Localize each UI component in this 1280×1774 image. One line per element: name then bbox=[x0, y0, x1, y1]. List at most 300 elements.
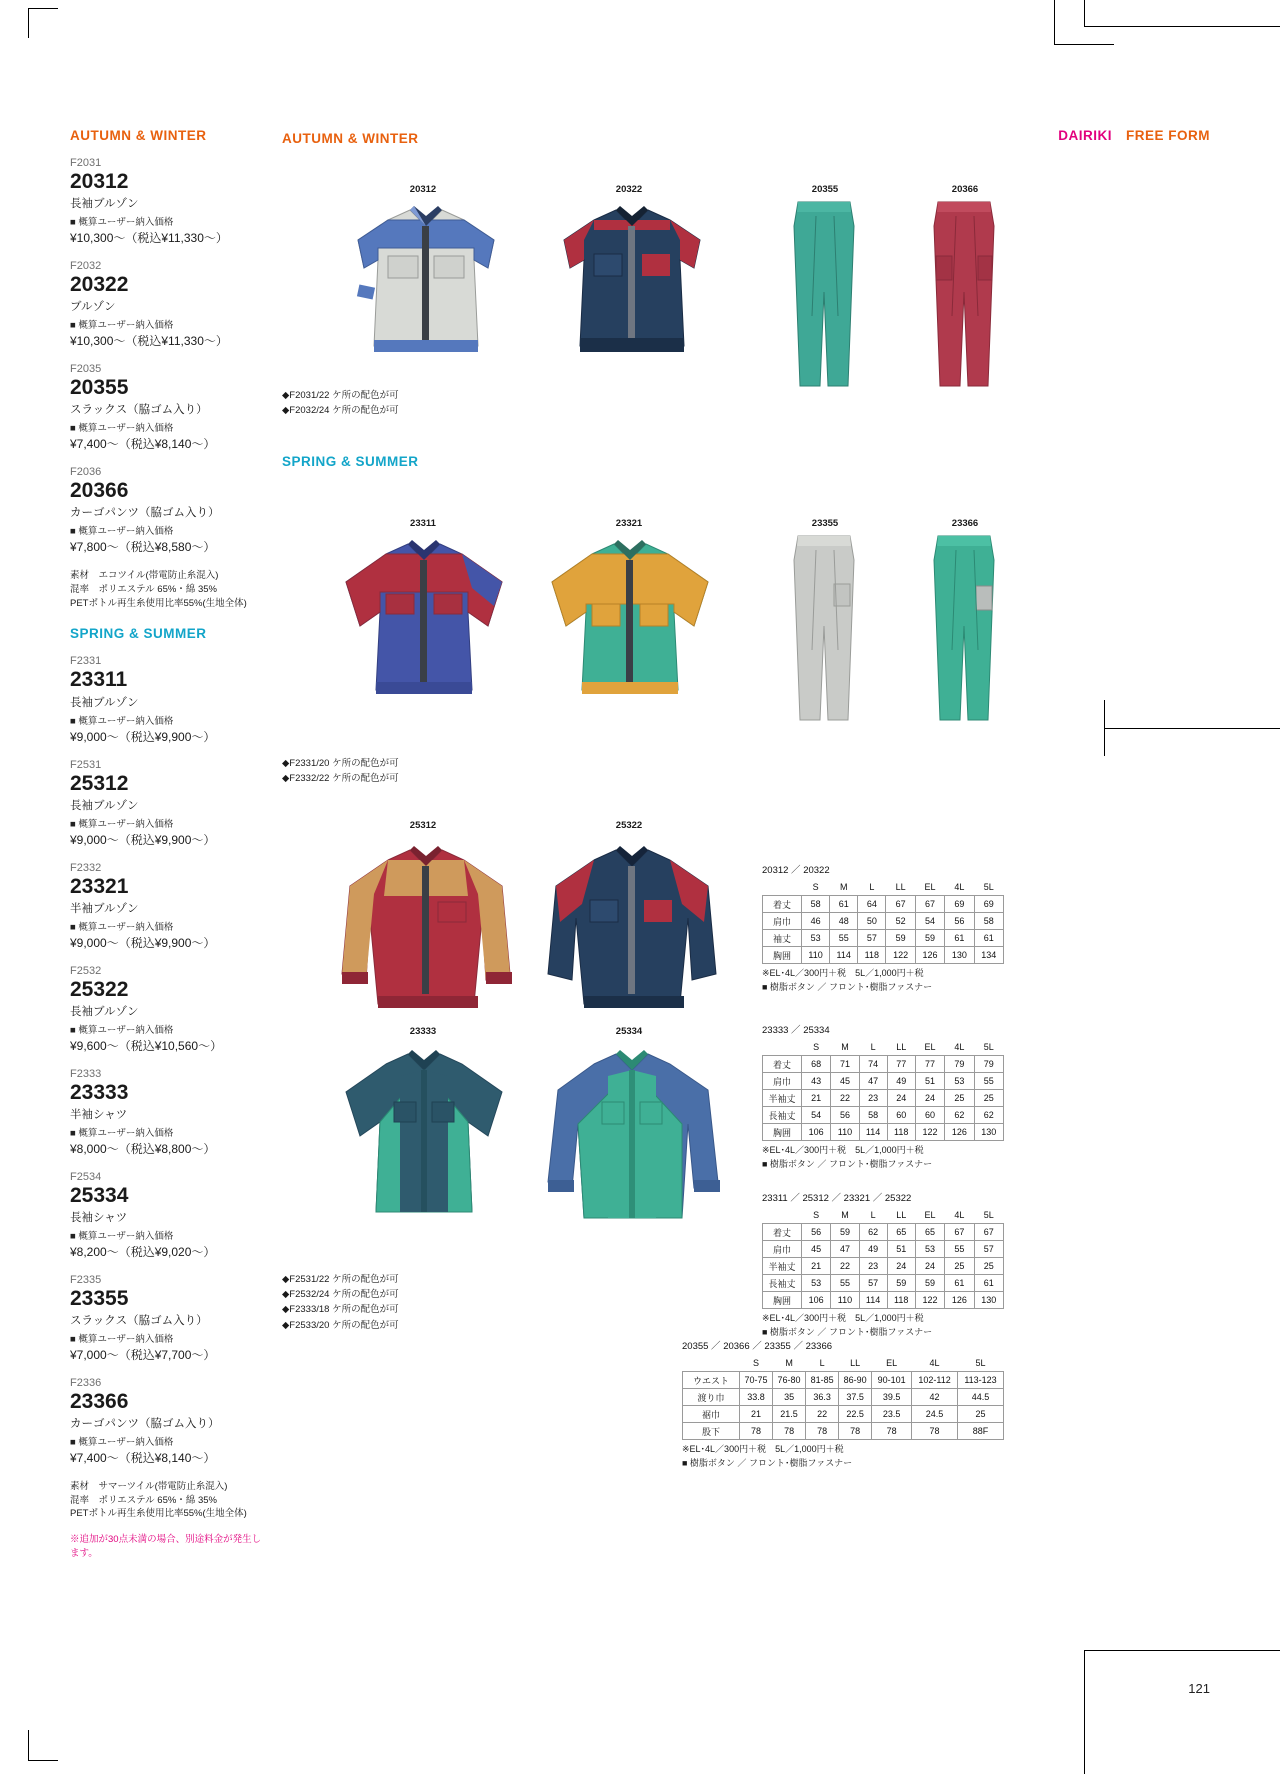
cell: 78 bbox=[740, 1423, 773, 1440]
col-head: S bbox=[740, 1355, 773, 1372]
size-footnotes bbox=[762, 967, 1004, 994]
size-table bbox=[762, 879, 1004, 964]
garment-illustration-23333 bbox=[322, 1040, 532, 1230]
figure-label-23311: 23311 bbox=[410, 518, 436, 529]
row-label: 着丈 bbox=[763, 1056, 802, 1073]
table-header-row bbox=[683, 1355, 1004, 1372]
cell: 60 bbox=[915, 1107, 944, 1124]
table-row bbox=[763, 1241, 1004, 1258]
garment-illustration-23355 bbox=[776, 530, 872, 730]
footnote: ■ 樹脂ボタン ／ フロント･樹脂ファスナー bbox=[682, 1457, 853, 1468]
cell: 71 bbox=[831, 1056, 859, 1073]
table-header-row bbox=[763, 1207, 1004, 1224]
product-code: F2336 bbox=[70, 1376, 102, 1389]
cell: 67 bbox=[974, 1224, 1003, 1241]
product-entry bbox=[70, 1377, 270, 1466]
cell: 69 bbox=[945, 896, 974, 913]
material-line: 混率 ポリエステル 65%・綿 35% bbox=[70, 583, 217, 595]
size-table-block-1 bbox=[762, 862, 1004, 994]
row-label: 胸囲 bbox=[763, 947, 802, 964]
cell: 55 bbox=[974, 1073, 1003, 1090]
product-price: ¥9,000～（税込¥9,900～） bbox=[70, 935, 216, 950]
cell: 57 bbox=[974, 1241, 1003, 1258]
product-number: 23355 bbox=[70, 1286, 129, 1310]
product-name: 長袖ブルゾン bbox=[70, 696, 139, 709]
footnote: ※EL･4L／300円＋税 5L／1,000円＋税 bbox=[762, 968, 924, 978]
table-row bbox=[763, 1090, 1004, 1107]
config-note: ◆F2031/22 ケ所の配色が可 bbox=[282, 390, 399, 401]
col-head: EL bbox=[915, 879, 944, 896]
product-name: 半袖シャツ bbox=[70, 1108, 128, 1121]
cell: 35 bbox=[773, 1389, 806, 1406]
cell: 25 bbox=[958, 1406, 1004, 1423]
price-note: ■ 概算ユーザー納入価格 bbox=[70, 217, 174, 229]
row-label: 肩巾 bbox=[763, 1241, 802, 1258]
brand-subname: FREE FORM bbox=[1126, 128, 1210, 143]
cell: 56 bbox=[802, 1224, 831, 1241]
price-note: ■ 概算ユーザー納入価格 bbox=[70, 423, 174, 435]
product-number: 23321 bbox=[70, 874, 129, 898]
cell: 36.3 bbox=[806, 1389, 839, 1406]
cell: 21.5 bbox=[773, 1406, 806, 1423]
cell: 51 bbox=[915, 1073, 944, 1090]
cell: 22 bbox=[831, 1258, 859, 1275]
cell: 61 bbox=[945, 1275, 974, 1292]
product-name: 長袖ブルゾン bbox=[70, 799, 139, 812]
cell: 79 bbox=[974, 1056, 1003, 1073]
cell: 67 bbox=[886, 896, 915, 913]
config-note: ◆F2331/20 ケ所の配色が可 bbox=[282, 758, 399, 769]
product-number: 23366 bbox=[70, 1389, 129, 1413]
table-row bbox=[763, 1124, 1004, 1141]
product-name: カーゴパンツ（脇ゴム入り） bbox=[70, 507, 220, 520]
row-label: 胸囲 bbox=[763, 1292, 802, 1309]
cell: 23.5 bbox=[872, 1406, 912, 1423]
cell: 55 bbox=[831, 1275, 859, 1292]
cell: 64 bbox=[858, 896, 886, 913]
crop-mark bbox=[1054, 0, 1055, 44]
table-row bbox=[763, 1224, 1004, 1241]
brand-logo bbox=[1058, 128, 1210, 143]
table-row bbox=[763, 1056, 1004, 1073]
cell: 59 bbox=[915, 930, 944, 947]
col-head: S bbox=[802, 1207, 831, 1224]
product-number: 23311 bbox=[70, 668, 128, 692]
cell: 24 bbox=[915, 1090, 944, 1107]
price-note: ■ 概算ユーザー納入価格 bbox=[70, 526, 174, 538]
product-code: F2036 bbox=[70, 466, 102, 479]
size-table-title: 20312 ／ 20322 bbox=[762, 865, 830, 876]
cell: 59 bbox=[915, 1275, 944, 1292]
garment-illustration-25334 bbox=[528, 1040, 738, 1230]
cell: 59 bbox=[887, 1275, 915, 1292]
table-row bbox=[763, 1107, 1004, 1124]
cell: 62 bbox=[859, 1224, 887, 1241]
material-line: PETボトル再生糸使用比率55%(生地全体) bbox=[70, 1508, 247, 1520]
cell: 39.5 bbox=[872, 1389, 912, 1406]
product-entry bbox=[70, 363, 270, 452]
cell: 56 bbox=[945, 913, 974, 930]
garment-illustration-20322 bbox=[534, 196, 730, 376]
product-price: ¥8,000～（税込¥8,800～） bbox=[70, 1141, 216, 1156]
table-row bbox=[763, 896, 1004, 913]
crop-mark bbox=[28, 1760, 58, 1761]
cell: 22 bbox=[806, 1406, 839, 1423]
cell: 43 bbox=[802, 1073, 831, 1090]
product-name: 半袖ブルゾン bbox=[70, 902, 139, 915]
cell: 24 bbox=[887, 1258, 915, 1275]
cell: 61 bbox=[945, 930, 974, 947]
row-label: 股下 bbox=[683, 1423, 740, 1440]
product-price: ¥9,600～（税込¥10,560～） bbox=[70, 1038, 223, 1053]
material-line: PETボトル再生糸使用比率55%(生地全体) bbox=[70, 597, 247, 609]
product-number: 23333 bbox=[70, 1080, 129, 1104]
size-table bbox=[682, 1355, 1004, 1440]
cell: 44.5 bbox=[958, 1389, 1004, 1406]
cell: 79 bbox=[945, 1056, 974, 1073]
cell: 55 bbox=[945, 1241, 974, 1258]
config-note: ◆F2533/20 ケ所の配色が可 bbox=[282, 1319, 399, 1331]
cell: 67 bbox=[945, 1224, 974, 1241]
table-row bbox=[763, 1258, 1004, 1275]
row-label: 胸囲 bbox=[763, 1124, 802, 1141]
cell: 21 bbox=[802, 1258, 831, 1275]
size-table-title: 23333 ／ 25334 bbox=[762, 1025, 830, 1036]
cell: 21 bbox=[740, 1406, 773, 1423]
product-code: F2335 bbox=[70, 1273, 102, 1286]
crop-mark bbox=[28, 8, 29, 38]
cell: 78 bbox=[839, 1423, 872, 1440]
cell: 78 bbox=[872, 1423, 912, 1440]
cell: 61 bbox=[974, 1275, 1003, 1292]
col-head: M bbox=[831, 1207, 859, 1224]
col-head bbox=[763, 1039, 802, 1056]
cell: 25 bbox=[945, 1258, 974, 1275]
figure-label-23355: 23355 bbox=[811, 518, 839, 529]
cell: 86-90 bbox=[839, 1372, 872, 1389]
col-head bbox=[763, 879, 802, 896]
product-code: F2031 bbox=[70, 157, 102, 169]
cell: 114 bbox=[830, 947, 858, 964]
product-code: F2032 bbox=[70, 260, 102, 273]
price-note: ■ 概算ユーザー納入価格 bbox=[70, 1333, 174, 1345]
price-note: ■ 概算ユーザー納入価格 bbox=[70, 921, 174, 933]
product-code: F2331 bbox=[70, 655, 102, 668]
config-note: ◆F2032/24 ケ所の配色が可 bbox=[282, 405, 399, 417]
cell: 61 bbox=[974, 930, 1003, 947]
product-code: F2035 bbox=[70, 363, 102, 376]
cell: 53 bbox=[945, 1073, 974, 1090]
product-code: F2534 bbox=[70, 1170, 102, 1183]
product-name: 長袖ブルゾン bbox=[70, 1005, 139, 1018]
product-entry bbox=[70, 965, 270, 1054]
row-label: 渡り巾 bbox=[683, 1389, 740, 1406]
cell: 122 bbox=[886, 947, 915, 964]
figure-label-25312: 25312 bbox=[409, 820, 437, 831]
figure-label-23333: 23333 bbox=[409, 1026, 437, 1037]
figure-label-20312: 20312 bbox=[409, 184, 437, 195]
cell: 59 bbox=[886, 930, 915, 947]
crop-mark bbox=[1054, 44, 1114, 45]
garment-illustration-23366 bbox=[916, 530, 1012, 730]
product-entry bbox=[70, 1068, 270, 1157]
cell: 110 bbox=[831, 1124, 859, 1141]
col-head: 4L bbox=[945, 1207, 974, 1224]
product-name: 長袖ブルゾン bbox=[70, 198, 139, 211]
cell: 47 bbox=[831, 1241, 859, 1258]
cell: 110 bbox=[831, 1292, 859, 1309]
figure-label-23366: 23366 bbox=[951, 518, 979, 529]
product-name: ブルゾン bbox=[70, 301, 116, 314]
product-price: ¥10,300～（税込¥11,330～） bbox=[70, 334, 228, 349]
cell: 50 bbox=[858, 913, 886, 930]
cell: 22 bbox=[831, 1090, 859, 1107]
cell: 77 bbox=[887, 1056, 915, 1073]
table-row bbox=[763, 930, 1004, 947]
cell: 57 bbox=[859, 1275, 887, 1292]
cell: 53 bbox=[802, 1275, 831, 1292]
table-row bbox=[683, 1406, 1004, 1423]
col-head: LL bbox=[887, 1039, 915, 1056]
cell: 57 bbox=[858, 930, 886, 947]
row-label: 長袖丈 bbox=[763, 1275, 802, 1292]
table-header-row bbox=[763, 1039, 1004, 1056]
config-note: ◆F2332/22 ケ所の配色が可 bbox=[282, 773, 399, 785]
cell: 54 bbox=[802, 1107, 831, 1124]
col-head: 4L bbox=[912, 1355, 958, 1372]
material-line: 素材 サマーツイル(帯電防止糸混入) bbox=[70, 1480, 228, 1492]
product-price: ¥9,000～（税込¥9,900～） bbox=[70, 729, 216, 744]
brand-name: DAIRIKI bbox=[1058, 128, 1112, 143]
product-entry bbox=[70, 1274, 270, 1363]
config-note: ◆F2333/18 ケ所の配色が可 bbox=[282, 1304, 399, 1316]
config-note: ◆F2531/22 ケ所の配色が可 bbox=[282, 1274, 399, 1285]
footnote: ※EL･4L／300円＋税 5L／1,000円＋税 bbox=[762, 1313, 924, 1323]
product-list-column bbox=[70, 128, 270, 1559]
col-head: M bbox=[831, 1039, 859, 1056]
price-note: ■ 概算ユーザー納入価格 bbox=[70, 320, 174, 332]
crop-mark bbox=[1084, 1650, 1085, 1774]
crop-mark bbox=[28, 1730, 29, 1760]
footnote: ■ 樹脂ボタン ／ フロント･樹脂ファスナー bbox=[762, 1158, 933, 1169]
cell: 122 bbox=[915, 1124, 944, 1141]
cell: 25 bbox=[974, 1258, 1003, 1275]
cell: 23 bbox=[859, 1258, 887, 1275]
col-head: 4L bbox=[945, 1039, 974, 1056]
product-number: 25334 bbox=[70, 1183, 129, 1207]
cell: 24.5 bbox=[912, 1406, 958, 1423]
cell: 23 bbox=[859, 1090, 887, 1107]
figure-label-25334: 25334 bbox=[615, 1026, 643, 1037]
product-number: 25312 bbox=[70, 771, 129, 795]
cell: 130 bbox=[974, 1292, 1003, 1309]
product-code: F2531 bbox=[70, 758, 102, 771]
col-head: M bbox=[830, 879, 858, 896]
cell: 25 bbox=[974, 1090, 1003, 1107]
size-table-title: 23311 ／ 25312 ／ 23321 ／ 25322 bbox=[762, 1193, 912, 1204]
table-row bbox=[683, 1372, 1004, 1389]
product-entry bbox=[70, 260, 270, 349]
col-head bbox=[683, 1355, 740, 1372]
product-code: F2333 bbox=[70, 1067, 102, 1080]
cell: 77 bbox=[915, 1056, 944, 1073]
row-label: 袖丈 bbox=[763, 930, 802, 947]
center-heading-spring-summer: SPRING & SUMMER bbox=[282, 454, 419, 469]
col-head: L bbox=[859, 1039, 887, 1056]
garment-illustration-25312 bbox=[322, 834, 532, 1024]
cell: 21 bbox=[802, 1090, 831, 1107]
product-number: 20366 bbox=[70, 479, 129, 503]
footnote: ■ 樹脂ボタン ／ フロント･樹脂ファスナー bbox=[762, 981, 933, 992]
price-note: ■ 概算ユーザー納入価格 bbox=[70, 715, 174, 727]
col-head: 5L bbox=[958, 1355, 1004, 1372]
product-code: F2332 bbox=[70, 861, 102, 874]
row-label: 肩巾 bbox=[763, 913, 802, 930]
table-row bbox=[763, 1073, 1004, 1090]
cell: 52 bbox=[886, 913, 915, 930]
col-head: L bbox=[806, 1355, 839, 1372]
price-note: ■ 概算ユーザー納入価格 bbox=[70, 1024, 174, 1036]
cell: 42 bbox=[912, 1389, 958, 1406]
row-label: 裾巾 bbox=[683, 1406, 740, 1423]
table-row bbox=[683, 1389, 1004, 1406]
crop-mark bbox=[28, 8, 58, 9]
col-head: LL bbox=[839, 1355, 872, 1372]
col-head: LL bbox=[886, 879, 915, 896]
cell: 37.5 bbox=[839, 1389, 872, 1406]
cell: 22.5 bbox=[839, 1406, 872, 1423]
footnote: ※EL･4L／300円＋税 5L／1,000円＋税 bbox=[682, 1444, 844, 1454]
cell: 65 bbox=[887, 1224, 915, 1241]
col-head bbox=[763, 1207, 802, 1224]
col-head: 5L bbox=[974, 879, 1003, 896]
cell: 126 bbox=[915, 947, 944, 964]
garment-illustration-20366 bbox=[916, 196, 1012, 396]
row-label: 着丈 bbox=[763, 1224, 802, 1241]
cell: 47 bbox=[859, 1073, 887, 1090]
cell: 118 bbox=[887, 1124, 915, 1141]
size-footnotes bbox=[762, 1144, 1004, 1171]
cell: 114 bbox=[859, 1124, 887, 1141]
cell: 53 bbox=[802, 930, 830, 947]
product-price: ¥9,000～（税込¥9,900～） bbox=[70, 832, 216, 847]
cell: 106 bbox=[802, 1292, 831, 1309]
cell: 51 bbox=[887, 1241, 915, 1258]
col-head: L bbox=[859, 1207, 887, 1224]
cell: 67 bbox=[915, 896, 944, 913]
footnote: ■ 樹脂ボタン ／ フロント･樹脂ファスナー bbox=[762, 1326, 933, 1337]
row-label: 肩巾 bbox=[763, 1073, 802, 1090]
cell: 68 bbox=[802, 1056, 831, 1073]
col-head: EL bbox=[872, 1355, 912, 1372]
size-table bbox=[762, 1207, 1004, 1309]
cell: 70-75 bbox=[740, 1372, 773, 1389]
cell: 78 bbox=[912, 1423, 958, 1440]
col-head: LL bbox=[887, 1207, 915, 1224]
cell: 88F bbox=[958, 1423, 1004, 1440]
col-head: L bbox=[858, 879, 886, 896]
crop-mark bbox=[1084, 1650, 1280, 1651]
garment-illustration-20312 bbox=[328, 196, 524, 376]
col-head: 4L bbox=[945, 879, 974, 896]
crop-mark bbox=[1104, 700, 1105, 756]
cell: 90-101 bbox=[872, 1372, 912, 1389]
cell: 62 bbox=[945, 1107, 974, 1124]
row-label: 半袖丈 bbox=[763, 1090, 802, 1107]
cell: 78 bbox=[806, 1423, 839, 1440]
cell: 76-80 bbox=[773, 1372, 806, 1389]
crop-mark bbox=[1104, 728, 1280, 729]
cell: 45 bbox=[831, 1073, 859, 1090]
size-footnotes bbox=[682, 1443, 1004, 1470]
product-number: 20312 bbox=[70, 170, 129, 193]
size-table-block-3 bbox=[762, 1190, 1004, 1339]
cell: 55 bbox=[830, 930, 858, 947]
cell: 118 bbox=[858, 947, 886, 964]
section-heading-autumn-winter: AUTUMN & WINTER bbox=[70, 128, 207, 143]
config-notes-row34 bbox=[282, 1272, 399, 1333]
product-price: ¥7,800～（税込¥8,580～） bbox=[70, 540, 216, 555]
col-head: S bbox=[802, 879, 830, 896]
table-row bbox=[763, 947, 1004, 964]
product-code: F2532 bbox=[70, 964, 102, 977]
material-info bbox=[70, 1480, 270, 1521]
product-entry bbox=[70, 862, 270, 951]
cell: 110 bbox=[802, 947, 830, 964]
config-notes-row2 bbox=[282, 756, 399, 786]
cell: 33.8 bbox=[740, 1389, 773, 1406]
cell: 69 bbox=[974, 896, 1003, 913]
col-head: 5L bbox=[974, 1039, 1003, 1056]
size-table-block-4 bbox=[682, 1338, 1004, 1470]
product-number: 20355 bbox=[70, 376, 129, 400]
cell: 59 bbox=[831, 1224, 859, 1241]
product-price: ¥8,200～（税込¥9,020～） bbox=[70, 1244, 216, 1259]
cell: 53 bbox=[915, 1241, 944, 1258]
cell: 46 bbox=[802, 913, 830, 930]
cell: 74 bbox=[859, 1056, 887, 1073]
cell: 122 bbox=[915, 1292, 944, 1309]
product-entry bbox=[70, 157, 270, 246]
figure-label-20366: 20366 bbox=[951, 184, 979, 195]
cell: 58 bbox=[802, 896, 830, 913]
price-note: ■ 概算ユーザー納入価格 bbox=[70, 1436, 174, 1448]
col-head: 5L bbox=[974, 1207, 1003, 1224]
col-head: M bbox=[773, 1355, 806, 1372]
table-row bbox=[763, 1275, 1004, 1292]
cell: 78 bbox=[773, 1423, 806, 1440]
cell: 58 bbox=[974, 913, 1003, 930]
cell: 54 bbox=[915, 913, 944, 930]
product-number: 20322 bbox=[70, 273, 129, 297]
cell: 65 bbox=[915, 1224, 944, 1241]
garment-illustration-23321 bbox=[528, 530, 738, 710]
product-name: 長袖シャツ bbox=[70, 1211, 128, 1224]
surcharge-warning: ※追加が30点未満の場合、別途料金が発生します。 bbox=[70, 1534, 262, 1560]
row-label: ウエスト bbox=[683, 1372, 740, 1389]
product-number: 25322 bbox=[70, 977, 129, 1001]
row-label: 着丈 bbox=[763, 896, 802, 913]
cell: 61 bbox=[830, 896, 858, 913]
section-heading-spring-summer: SPRING & SUMMER bbox=[70, 626, 207, 642]
col-head: S bbox=[802, 1039, 831, 1056]
material-line: 混率 ポリエステル 65%・綿 35% bbox=[70, 1494, 217, 1506]
table-row bbox=[763, 913, 1004, 930]
cell: 24 bbox=[887, 1090, 915, 1107]
crop-mark bbox=[1084, 0, 1085, 26]
cell: 24 bbox=[915, 1258, 944, 1275]
cell: 25 bbox=[945, 1090, 974, 1107]
